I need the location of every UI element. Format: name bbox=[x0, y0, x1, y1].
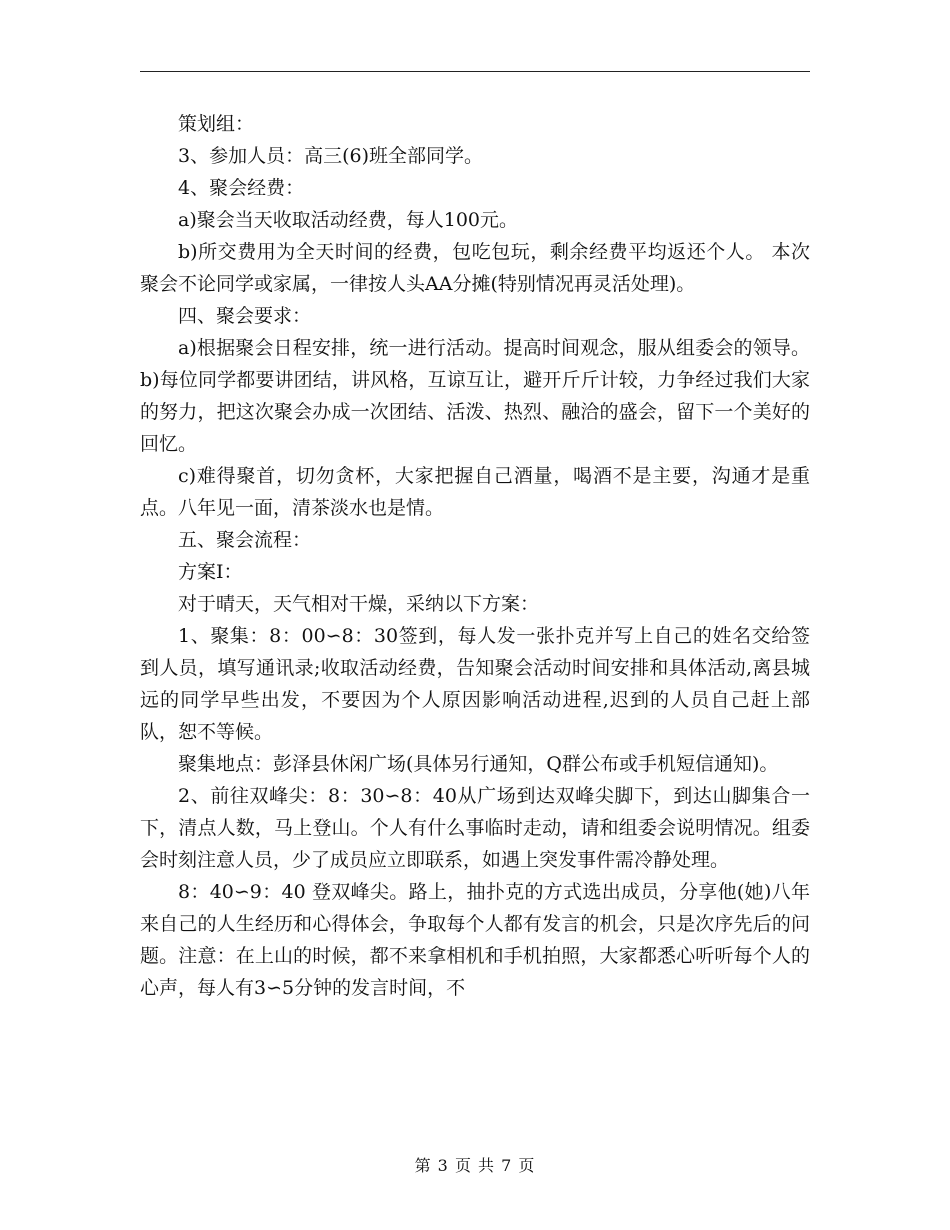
body-text bbox=[140, 108, 810, 1004]
paragraph: b)所交费用为全天时间的经费，包吃包玩，剩余经费平均返还个人。 本次聚会不论同学或家属，一律按人头AA分摊(特别情况再灵活处理)。 bbox=[140, 241, 810, 295]
paragraph: 3、参加人员：高三(6)班全部同学。 bbox=[178, 145, 484, 167]
paragraph: 方案Ⅰ： bbox=[178, 561, 243, 583]
paragraph: 对于晴天，天气相对干燥，采纳以下方案： bbox=[178, 593, 540, 615]
header-rule bbox=[140, 71, 810, 72]
paragraph: 1、聚集：8：00∽8：30签到，每人发一张扑克并写上自己的姓名交给签到人员，填写通讯录;收取活动经费，告知聚会活动时间安排和具体活动,离县城远的同学早些出发，不要因为个人原因影响活动进程,迟到的人员自己赶上部队，恕不等候。 bbox=[140, 625, 810, 743]
paragraph: c)难得聚首，切勿贪杯，大家把握自己酒量，喝酒不是主要，沟通才是重点。八年见一面，清茶淡水也是情。 bbox=[140, 465, 810, 519]
section-heading: 四、聚会要求： bbox=[178, 305, 312, 327]
paragraph: 8：40∽9：40 登双峰尖。路上，抽扑克的方式选出成员，分享他(她)八年来自己的人生经历和心得体会，争取每个人都有发言的机会，只是次序先后的问题。注意：在上山的时候，都不来拿相机和手机拍照，大家都悉心听听每个人的心声，每人有3∽5分钟的发言时间，不 bbox=[140, 881, 810, 999]
page-number-footer: 第 3 页 共 7 页 bbox=[414, 1156, 536, 1175]
paragraph: a)根据聚会日程安排，统一进行活动。提高时间观念，服从组委会的领导。 b)每位同学都要讲团结，讲风格，互谅互让，避开斤斤计较，力争经过我们大家的努力，把这次聚会办成一次团结、活泼、热烈、融洽的盛会，留下一个美好的回忆。 bbox=[140, 337, 810, 455]
paragraph: 策划组： bbox=[178, 113, 255, 135]
paragraph: 2、前往双峰尖：8：30∽8：40从广场到达双峰尖脚下，到达山脚集合一下，清点人数，马上登山。个人有什么事临时走动，请和组委会说明情况。组委会时刻注意人员，少了成员应立即联系，如遇上突发事件需冷静处理。 bbox=[140, 785, 810, 871]
paragraph: 聚集地点：彭泽县休闲广场(具体另行通知，Q群公布或手机短信通知)。 bbox=[178, 753, 779, 775]
paragraph: 4、聚会经费： bbox=[178, 177, 305, 199]
paragraph: a)聚会当天收取活动经费，每人100元。 bbox=[178, 209, 519, 231]
section-heading: 五、聚会流程： bbox=[178, 529, 312, 551]
